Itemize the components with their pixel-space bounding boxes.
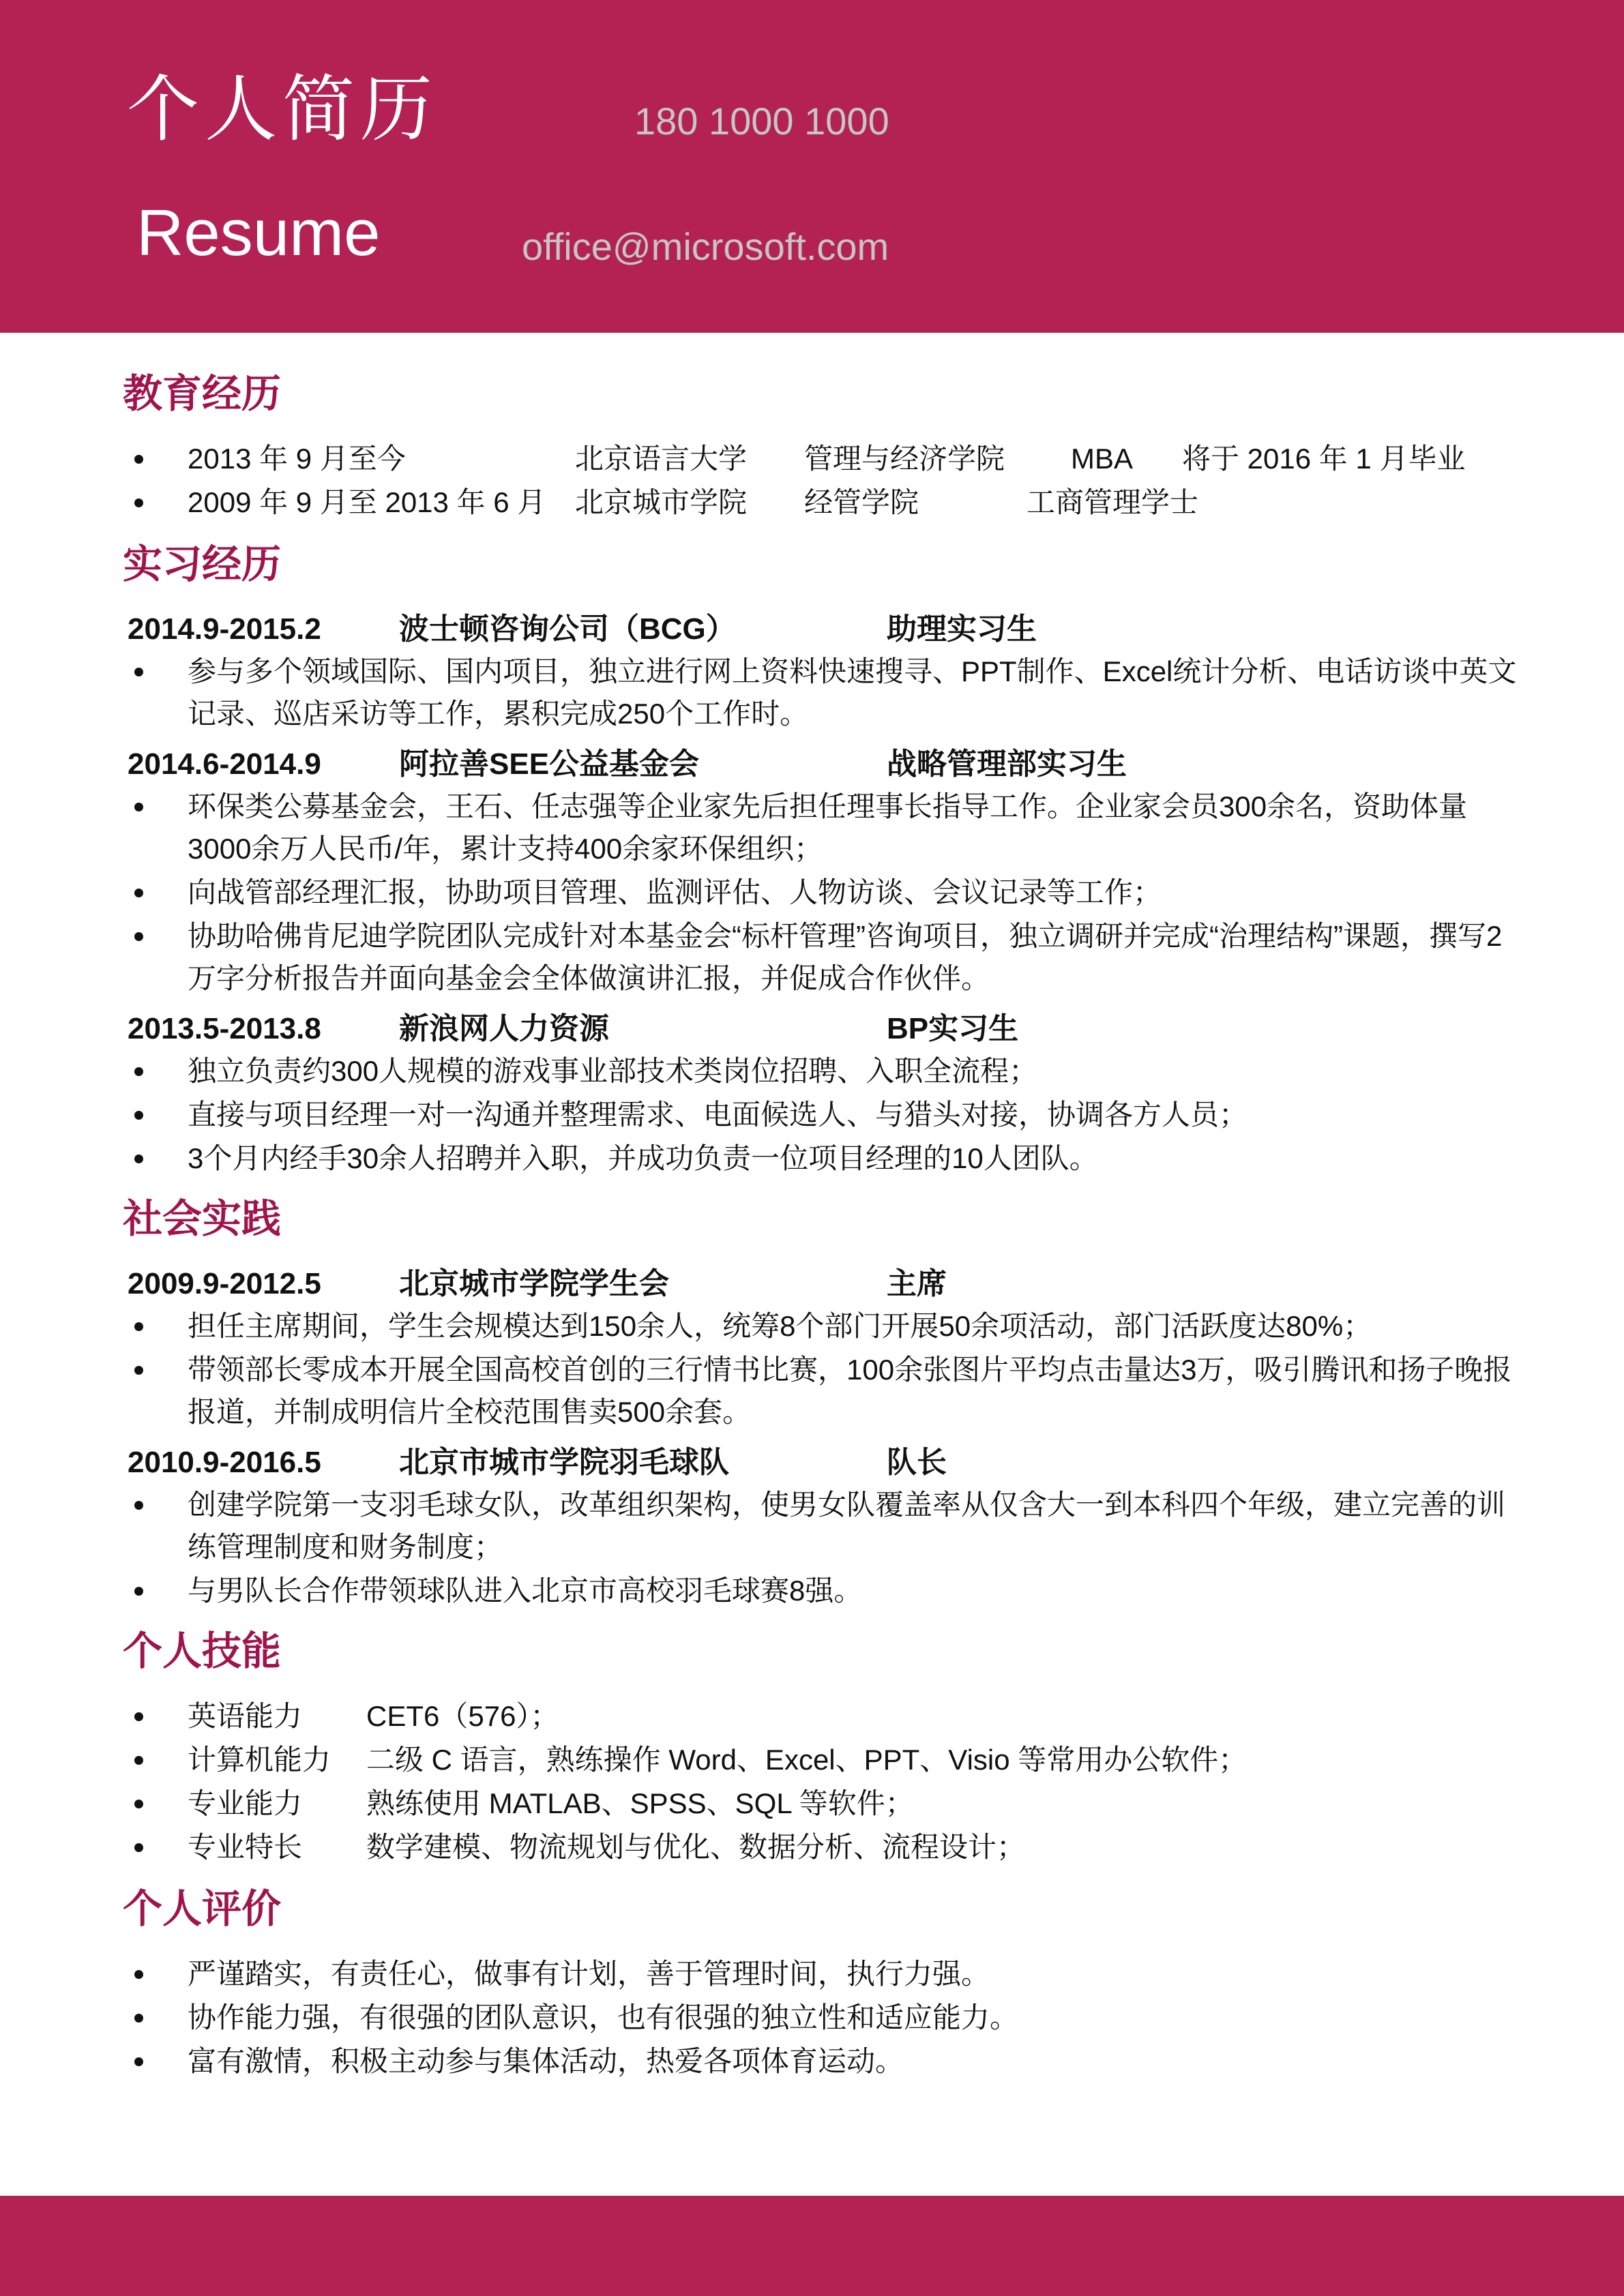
bullet-item: [123, 1349, 1529, 1433]
bullet-item: [123, 1137, 1529, 1180]
job-period: 2010.9-2016.5: [128, 1446, 321, 1479]
bullet-item: [123, 1050, 1529, 1092]
social-heading: 社会实践: [123, 1197, 282, 1241]
job-role: BP实习生: [887, 1012, 1019, 1045]
bullet-item: [123, 1997, 1529, 2039]
skill-label: 英语能力: [188, 1700, 303, 1732]
edu-degree: 工商管理学士: [1027, 486, 1199, 518]
edu-graduation-note: 将于 2016 年 1 月毕业: [1182, 443, 1466, 475]
bullet-icon: [134, 1712, 143, 1721]
bullet-text: 协作能力强，有很强的团队意识，也有很强的独立性和适应能力。: [188, 2001, 1019, 2033]
bullet-item: [123, 1484, 1529, 1568]
skill-row: [123, 1739, 1529, 1783]
job-org: 北京城市学院学生会: [399, 1267, 669, 1300]
bullet-text: 直接与项目经理一对一沟通并整理需求、电面候选人、与猎头对接，协调各方人员；: [188, 1099, 1248, 1131]
section-internship: [123, 541, 1529, 1180]
job-period: 2009.9-2012.5: [128, 1267, 321, 1300]
job-org: 波士顿咨询公司（BCG）: [399, 612, 736, 646]
bullet-item: [123, 1570, 1529, 1612]
edu-date: 2009 年 9 月至 2013 年 6 月: [188, 486, 546, 518]
footer-band: [0, 2196, 1624, 2296]
evaluation-heading: 个人评价: [123, 1887, 282, 1931]
bullet-icon: [134, 1067, 143, 1076]
bullet-text: 独立负责约300人规模的游戏事业部技术类岗位招聘、入职全流程；: [188, 1055, 1038, 1087]
skill-value: 二级 C 语言，熟练操作 Word、Excel、PPT、Visio 等常用办公软件；: [366, 1744, 1247, 1776]
skill-row: [123, 1826, 1529, 1870]
header-band: [0, 0, 1624, 333]
bullet-text: 参与多个领域国际、国内项目，独立进行网上资料快速搜寻、PPT制作、Excel统计分析、电话访谈中英文记录、巡店采访等工作，累积完成250个工作时。: [188, 655, 1517, 730]
bullet-icon: [134, 498, 143, 507]
job-header: [123, 1442, 1529, 1484]
job-header: [123, 608, 1529, 651]
bullet-text: 富有激情，积极主动参与集体活动，热爱各项体育运动。: [188, 2045, 904, 2077]
bullet-icon: [134, 2014, 143, 2023]
job-period: 2013.5-2013.8: [128, 1012, 321, 1045]
bullet-icon: [134, 803, 143, 811]
skill-row: [123, 1695, 1529, 1739]
skill-value: 熟练使用 MATLAB、SPSS、SQL 等软件；: [366, 1787, 914, 1819]
edu-college: 经管学院: [804, 486, 919, 518]
bullet-icon: [134, 1970, 143, 1979]
education-row: [123, 438, 1529, 481]
job-period: 2014.9-2015.2: [128, 612, 321, 646]
bullet-icon: [134, 1756, 143, 1765]
english-title: Resume: [136, 196, 381, 269]
bullet-text: 带领部长零成本开展全国高校首创的三行情书比赛，100余张图片平均点击量达3万，吸引腾讯和扬子晚报报道，并制成明信片全校范围售卖500余套。: [188, 1354, 1512, 1428]
bullet-text: 担任主席期间，学生会规模达到150余人，统筹8个部门开展50余项活动，部门活跃度达80%；: [188, 1310, 1372, 1342]
bullet-item: [123, 786, 1529, 870]
bullet-icon: [134, 1366, 143, 1375]
bullet-icon: [134, 1501, 143, 1510]
edu-school: 北京城市学院: [575, 486, 748, 518]
job-org: 阿拉善SEE公益基金会: [399, 747, 700, 781]
job-header: [123, 1008, 1529, 1050]
job-period: 2014.6-2014.9: [128, 747, 321, 781]
edu-college: 管理与经济学院: [804, 443, 1005, 475]
bullet-icon: [134, 668, 143, 676]
bullet-item: [123, 1305, 1529, 1347]
job-header: [123, 1263, 1529, 1305]
section-social-practice: [123, 1196, 1529, 1612]
bullet-icon: [134, 932, 143, 941]
bullet-text: 创建学院第一支羽毛球女队，改革组织架构，使男女队覆盖率从仅含大一到本科四个年级，建立完善的训练管理制度和财务制度；: [188, 1489, 1506, 1563]
bullet-item: [123, 1094, 1529, 1136]
bullet-item: [123, 2040, 1529, 2083]
skill-label: 专业特长: [188, 1831, 303, 1863]
job-role: 助理实习生: [887, 612, 1037, 646]
bullet-icon: [134, 1111, 143, 1120]
bullet-text: 3个月内经手30余人招聘并入职，并成功负责一位项目经理的10人团队。: [188, 1142, 1098, 1174]
bullet-text: 协助哈佛肯尼迪学院团队完成针对本基金会“标杆管理”咨询项目，独立调研并完成“治理结构”课题，撰写2万字分析报告并面向基金会全体做演讲汇报，并促成合作伙伴。: [188, 920, 1503, 994]
edu-degree: MBA: [1071, 443, 1134, 475]
section-skills: [123, 1628, 1529, 1870]
job-role: 主席: [887, 1267, 947, 1300]
bullet-icon: [134, 1154, 143, 1163]
bullet-icon: [134, 2057, 143, 2066]
bullet-item: [123, 651, 1529, 735]
bullet-icon: [134, 1322, 143, 1331]
skill-label: 专业能力: [188, 1787, 303, 1819]
chinese-title: 个人简历: [127, 70, 438, 150]
resume-content: [0, 333, 1624, 2196]
bullet-icon: [134, 1800, 143, 1808]
edu-date: 2013 年 9 月至今: [188, 443, 406, 475]
job-org: 新浪网人力资源: [399, 1012, 609, 1045]
bullet-item: [123, 915, 1529, 1000]
bullet-icon: [134, 1587, 143, 1596]
job-header: [123, 743, 1529, 786]
bullet-item: [123, 1953, 1529, 1995]
bullet-icon: [134, 455, 143, 464]
job-role: 战略管理部实习生: [887, 747, 1127, 781]
bullet-text: 向战管部经理汇报，协助项目管理、监测评估、人物访谈、会议记录等工作；: [188, 876, 1162, 908]
job-role: 队长: [887, 1446, 947, 1479]
education-heading: 教育经历: [123, 372, 282, 416]
email-address: office@microsoft.com: [522, 225, 889, 268]
bullet-text: 与男队长合作带领球队进入北京市高校羽毛球赛8强。: [188, 1575, 863, 1607]
skill-row: [123, 1783, 1529, 1826]
section-evaluation: [123, 1886, 1529, 2083]
job-org: 北京市城市学院羽毛球队: [399, 1446, 729, 1479]
skill-value: 数学建模、物流规划与优化、数据分析、流程设计；: [366, 1831, 1026, 1863]
education-row: [123, 481, 1529, 525]
skills-heading: 个人技能: [123, 1629, 282, 1673]
phone-number: 180 1000 1000: [634, 100, 889, 143]
bullet-icon: [134, 889, 143, 897]
bullet-text: 环保类公募基金会，王石、任志强等企业家先后担任理事长指导工作。企业家会员300余名，资助体量3000余万人民币/年，累计支持400余家环保组织；: [188, 790, 1468, 865]
edu-school: 北京语言大学: [575, 443, 748, 475]
section-education: [123, 371, 1529, 525]
bullet-icon: [134, 1843, 143, 1852]
bullet-item: [123, 871, 1529, 914]
skill-label: 计算机能力: [188, 1744, 331, 1776]
skill-value: CET6（576）；: [366, 1700, 559, 1732]
internship-heading: 实习经历: [123, 542, 282, 586]
bullet-text: 严谨踏实，有责任心，做事有计划，善于管理时间，执行力强。: [188, 1958, 990, 1990]
